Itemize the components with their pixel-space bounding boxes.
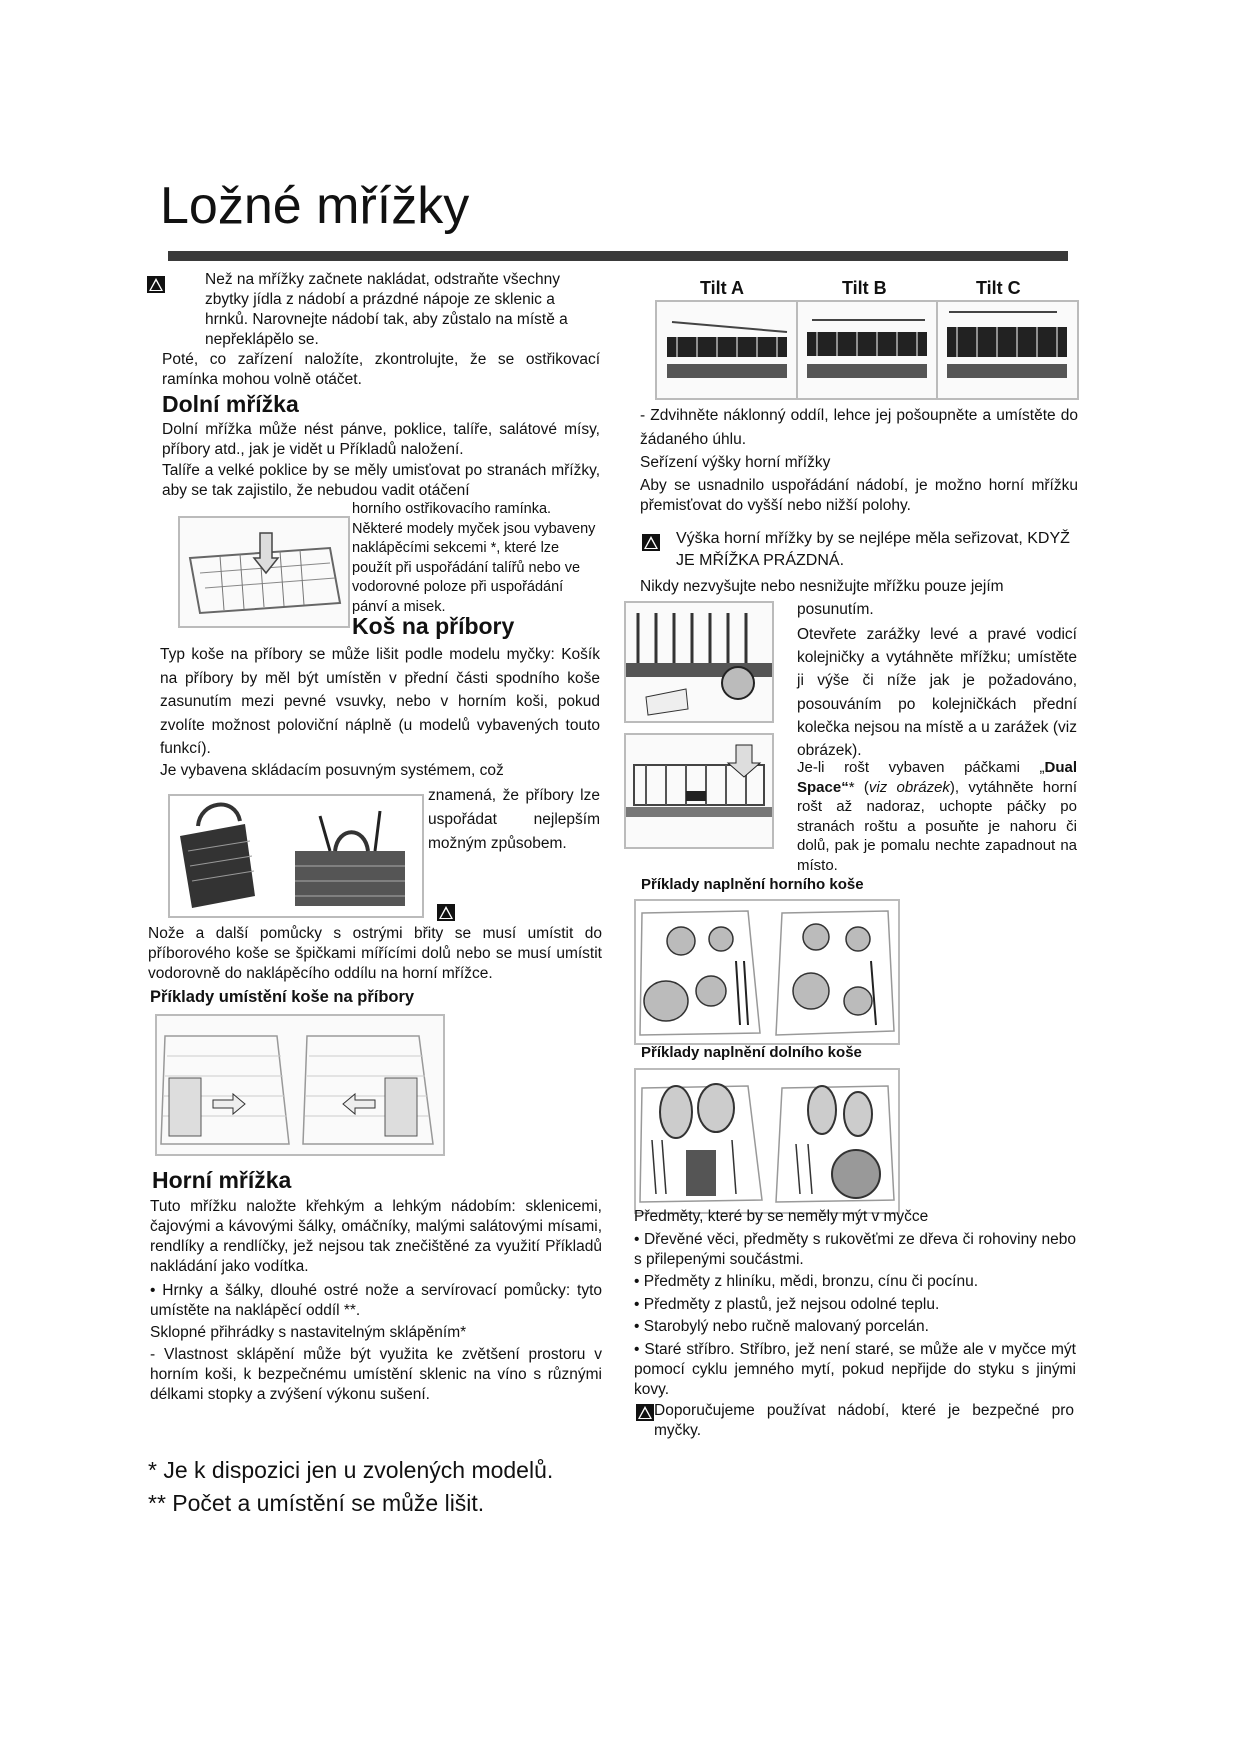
warning-intro: Než na mřížky začnete nakládat, odstraňte všechny zbytky jídla z nádobí a prázdné nápoje ze sklenic a hrnků. Narovnejte nádobí tak, aby zůstalo na místě a nepřeklápělo se. bbox=[205, 271, 568, 348]
lower-rack-drawing bbox=[180, 518, 348, 626]
lower-examples-drawing bbox=[636, 1070, 898, 1212]
not-wash-item-1: • Dřevěné věci, předměty s rukověťmi ze dřeva či rohoviny nebo s přilepenými součástmi. bbox=[634, 1231, 1076, 1268]
tilt-label-b: Tilt B bbox=[842, 278, 887, 298]
warning-icon bbox=[147, 276, 165, 293]
dual-space-part-1: Je-li rošt vybaven páčkami „ bbox=[797, 759, 1045, 776]
lower-examples-figure bbox=[634, 1068, 900, 1214]
tilt-label-c: Tilt C bbox=[976, 278, 1021, 298]
height-heading: Seřízení výšky horní mřížky bbox=[640, 454, 831, 471]
rail-drawing-top bbox=[626, 603, 772, 721]
not-wash-item-5: • Staré stříbro. Stříbro, jež není staré, se může ale v myčce mýt pomocí cyklu jemného mytí, pokud nepřijde do styku s jinými kovy. bbox=[634, 1341, 1076, 1398]
tilt-drawing bbox=[657, 302, 1077, 398]
knives-warning: Nože a další pomůcky s ostrými břity se musí umístit do příborového koše se špičkami mířícími dolů nebo se musí umístit vodorovně do naklápěcího oddílu na horní mřížce. bbox=[148, 925, 602, 982]
rail-figure-top bbox=[624, 601, 774, 723]
rail-figure-bottom bbox=[624, 733, 774, 849]
never-adjust-text: Nikdy nezvyšujte nebo nesnižujte mřížku pouze jejím bbox=[640, 578, 1004, 595]
height-text: Aby se usnadnilo uspořádání nádobí, je možno horní mřížku přemisťovat do vyšší nebo nižší polohy. bbox=[640, 477, 1078, 514]
not-wash-item-3: • Předměty z plastů, jež nejsou odolné teplu. bbox=[634, 1296, 940, 1313]
tilt-figure bbox=[655, 300, 1079, 400]
rail-drawing-bottom bbox=[626, 735, 772, 847]
warning-icon bbox=[636, 1404, 654, 1421]
dual-space-text bbox=[797, 758, 1077, 875]
warning-icon bbox=[437, 904, 455, 921]
height-warning: Výška horní mřížky by se nejlépe měla seřizovat, KDYŽ JE MŘÍŽKA PRÁZDNÁ. bbox=[676, 530, 1070, 569]
cutlery-basket-drawing bbox=[170, 796, 422, 916]
upper-examples-heading: Příklady naplnění horního koše bbox=[641, 876, 864, 893]
upper-rack-text-1: Tuto mřížku naložte křehkým a lehkým nádobím: sklenicemi, čajovými a kávovými šálky, omáčníky, malými salátovými mísami, rendlíky a rendlíčky, jež nejsou tak znečištěné za využití Příkladů nakládání jako vodítka. bbox=[150, 1198, 602, 1275]
cutlery-basket-text-2: Je vybavena skládacím posuvným systémem, což bbox=[160, 762, 504, 779]
never-adjust-side: posunutím. bbox=[797, 601, 874, 618]
foldable-heading: Sklopné přihrádky s nastavitelným sklápěním* bbox=[150, 1324, 467, 1341]
tilt-instruction: - Zdvihněte náklonný oddíl, lehce jej pošoupněte a umístěte do žádaného úhlu. bbox=[640, 407, 1078, 448]
not-wash-item-2: • Předměty z hliníku, mědi, bronzu, cínu či pocínu. bbox=[634, 1273, 979, 1290]
lower-rack-side-text: horního ostřikovacího ramínka. Některé modely myček jsou vybaveny naklápěcími sekcemi *, které lze použít při uspořádání talířů nebo ve vodorovné poloze při uspořádání pánví a misek. bbox=[352, 501, 596, 615]
upper-rack-text-2: • Hrnky a šálky, dlouhé ostré nože a servírovací pomůcky: tyto umístěte na naklápěcí oddíl **. bbox=[150, 1282, 602, 1319]
recommendation: Doporučujeme používat nádobí, které je bezpečné pro myčky. bbox=[654, 1402, 1074, 1439]
title-rule bbox=[168, 251, 1068, 261]
open-stops-text: Otevřete zarážky levé a pravé vodicí kolejničky a vytáhněte mřížku; umístěte ji výše či níže jak je požadováno, posouváním po kolejničkách přední kolečka nejsou na místě a u zarážek (viz obrázek). bbox=[797, 626, 1077, 760]
cutlery-basket-side-text: znamená, že příbory lze uspořádat nejlepším možným způsobem. bbox=[428, 787, 600, 852]
upper-examples-drawing bbox=[636, 901, 898, 1043]
dual-space-see-figure: viz obrázek bbox=[868, 778, 950, 796]
after-load-note: Poté, co zařízení naložíte, zkontrolujte, že se ostřikovací ramínka mohou volně otáčet. bbox=[162, 351, 600, 388]
upper-examples-figure bbox=[634, 899, 900, 1045]
footnote-2: ** Počet a umístění se může lišit. bbox=[148, 1490, 485, 1516]
lower-rack-heading: Dolní mřížka bbox=[162, 391, 299, 417]
cutlery-basket-heading: Koš na příbory bbox=[352, 613, 515, 639]
lower-examples-heading: Příklady naplnění dolního koše bbox=[641, 1044, 862, 1061]
warning-icon bbox=[642, 534, 660, 551]
lower-rack-figure bbox=[178, 516, 350, 628]
tilt-label-a: Tilt A bbox=[700, 278, 744, 298]
dual-space-part-3: ), vytáhněte horní rošt až nadoraz, uchopte páčky po stranách roštu a posuňte je nahoru či dolů, pak je pomalu nechte zapadnout na místo. bbox=[797, 778, 1077, 874]
cutlery-basket-text-1: Typ koše na příbory se může lišit podle modelu myčky: Košík na příbory by měl být umístěn v přední části spodního koše zasunutím mezi pevné vsuvky, nebo v horním koši, pokud zvolíte možnost poloviční náplně (u modelů vybavených touto funkcí). bbox=[160, 646, 600, 757]
lower-rack-text-2: Talíře a velké poklice by se měly umisťovat po stranách mřížky, aby se tak zajistilo, že nebudou vadit otáčení bbox=[162, 462, 600, 499]
not-wash-heading: Předměty, které by se neměly mýt v myčce bbox=[634, 1208, 929, 1225]
page-title: Ložné mřížky bbox=[160, 177, 470, 235]
cutlery-basket-figure bbox=[168, 794, 424, 918]
cutlery-examples-drawing bbox=[157, 1016, 443, 1154]
dual-space-label: Dual Space“ bbox=[797, 759, 1077, 796]
lower-rack-text-1: Dolní mřížka může nést pánve, poklice, talíře, salátové mísy, příbory atd., jak je vidět u Příkladů naložení. bbox=[162, 421, 600, 458]
cutlery-examples-figure bbox=[155, 1014, 445, 1156]
foldable-text: - Vlastnost sklápění může být využita ke zvětšení prostoru v horním koši, k bezpečnému umístění sklenic na víno s různými délkami stopky a zvýšení výkonu sušení. bbox=[150, 1346, 602, 1403]
upper-rack-heading: Horní mřížka bbox=[152, 1167, 292, 1193]
footnote-1: * Je k dispozici jen u zvolených modelů. bbox=[148, 1457, 554, 1483]
cutlery-examples-heading: Příklady umístění koše na příbory bbox=[150, 988, 415, 1006]
not-wash-item-4: • Starobylý nebo ručně malovaný porcelán. bbox=[634, 1318, 929, 1335]
dual-space-part-2: * ( bbox=[848, 778, 869, 796]
